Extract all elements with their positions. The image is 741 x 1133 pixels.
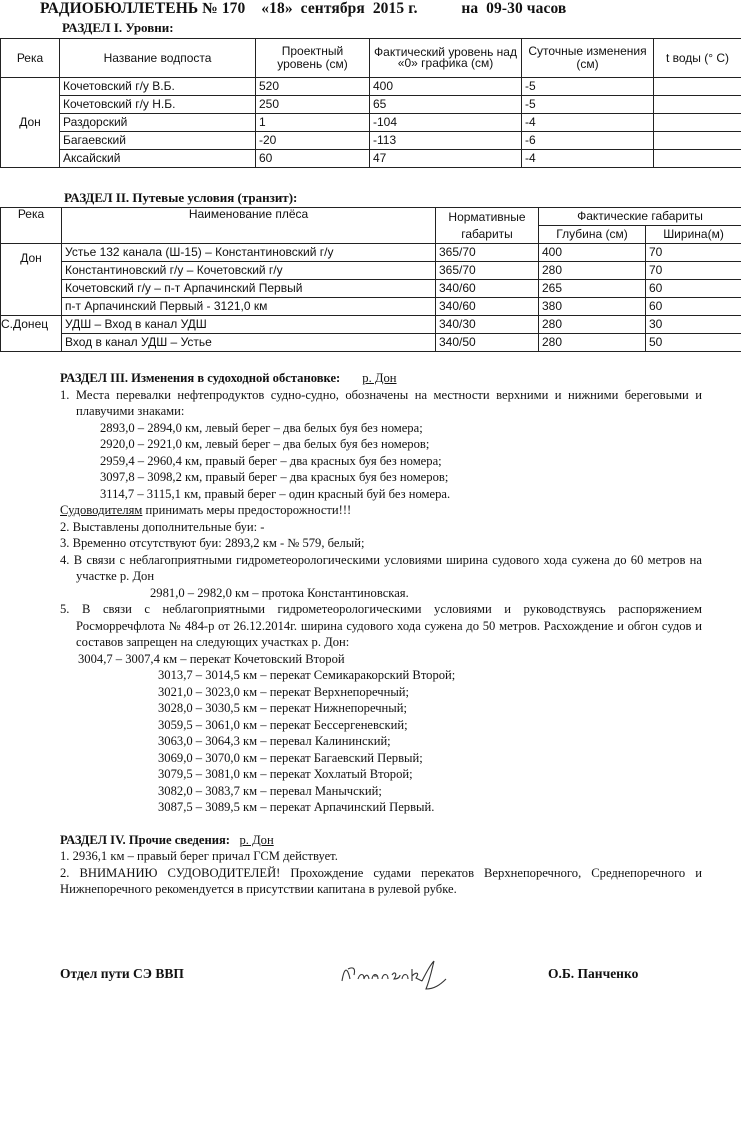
cell: 340/60	[436, 280, 539, 298]
cell: Кочетовский г/у В.Б.	[60, 78, 256, 96]
col-actual-level: Фактический уровень над «0» графика (см)	[370, 39, 522, 78]
col-daily-change: Суточные изменения (см)	[522, 39, 654, 78]
section3-item4: 4. В связи с неблагоприятными гидрометеорологическими условиями ширина судового хода сужена до 60 метров на участке р. Дон	[60, 552, 702, 583]
cell: 70	[646, 262, 741, 280]
cell: -5	[522, 78, 654, 96]
cell: 365/70	[436, 244, 539, 262]
table-row	[1, 298, 741, 316]
cell: 365/70	[436, 262, 539, 280]
table-row	[1, 114, 741, 132]
cell: 380	[539, 298, 646, 316]
col-normative: Нормативные габариты	[436, 208, 539, 244]
section2-title: РАЗДЕЛ II. Путевые условия (транзит):	[64, 190, 298, 205]
section4-heading	[60, 832, 702, 849]
cell: Кочетовский г/у Н.Б.	[60, 96, 256, 114]
col-design-level: Проектный уровень (см)	[256, 39, 370, 78]
list-item: 2959,4 – 2960,4 км, правый берег – два красных буя без номера;	[100, 453, 442, 468]
cell: -113	[370, 132, 522, 150]
bulletin-time: на 09-30 часов	[461, 0, 567, 17]
col-width: Ширина(м)	[646, 226, 741, 244]
list-item: 3097,8 – 3098,2 км, правый берег – два красных буя без номеров;	[100, 470, 449, 484]
cell: п-т Арпачинский Первый - 3121,0 км	[62, 298, 436, 316]
section1-title: РАЗДЕЛ I. Уровни:	[62, 20, 174, 35]
cell: 400	[370, 78, 522, 96]
department-name: Отдел пути СЭ ВВП	[60, 966, 184, 981]
section3-item5-first: 3004,7 – 3007,4 км – перекат Кочетовский Второй	[78, 651, 345, 666]
bulletin-date: «18» сентября 2015 г.	[261, 0, 418, 17]
list-item: 3021,0 – 3023,0 км – перекат Верхнепоречный;	[158, 684, 410, 699]
cell: УДШ – Вход в канал УДШ	[62, 316, 436, 334]
list-item: 3028,0 – 3030,5 км – перекат Нижнепоречный;	[158, 701, 407, 715]
cell: -20	[256, 132, 370, 150]
table-row	[1, 334, 741, 352]
list-item: 3013,7 – 3014,5 км – перекат Семикаракорский Второй;	[158, 668, 456, 682]
list-item: 3063,0 – 3064,3 км – перевал Калининский;	[158, 734, 391, 748]
list-item: 3069,0 – 3070,0 км – перекат Багаевский Первый;	[158, 750, 423, 765]
section3-item1-list	[60, 420, 702, 503]
cell: Раздорский	[60, 114, 256, 132]
section3-heading	[60, 370, 702, 387]
caution-underlined: Судоводителям	[60, 503, 143, 517]
list-item: 3114,7 – 3115,1 км, правый берег – один красный буй без номера.	[100, 486, 451, 501]
cell: 520	[256, 78, 370, 96]
section3-item5: 5. В связи с неблагоприятными гидрометеорологическими условиями и руководствуясь распоряжением Росморречфлота № 484-р от 26.12.2014г. ширина судового хода сужена до 50 метров. Расхождение и обгон судов и составов запрещен на следующих участках р. Дон:	[60, 602, 702, 649]
list-item: 3079,5 – 3081,0 км – перекат Хохлатый Второй;	[158, 767, 413, 781]
cell: 47	[370, 150, 522, 168]
cell: 280	[539, 316, 646, 334]
cell	[654, 150, 741, 168]
levels-table	[0, 38, 741, 168]
section3-item5-list	[60, 667, 702, 816]
cell: Багаевский	[60, 132, 256, 150]
cell: -4	[522, 150, 654, 168]
cell: 30	[646, 316, 741, 334]
cell: -4	[522, 114, 654, 132]
cell: 265	[539, 280, 646, 298]
river-cell-don: Дон	[1, 244, 62, 316]
cell: 340/50	[436, 334, 539, 352]
list-item: 2893,0 – 2894,0 км, левый берег – два белых буя без номера;	[100, 420, 423, 435]
signatory-name: О.Б. Панченко	[548, 966, 639, 981]
cell: 70	[646, 244, 741, 262]
cell: 280	[539, 334, 646, 352]
signature-image	[338, 955, 458, 995]
section3-title: РАЗДЕЛ III. Изменения в судоходной обстановке:	[60, 371, 341, 385]
cell	[654, 78, 741, 96]
bulletin-header	[40, 0, 566, 18]
cell: Константиновский г/у – Кочетовский г/у	[62, 262, 436, 280]
table-row	[1, 244, 741, 262]
table-row	[1, 280, 741, 298]
table-row	[1, 262, 741, 280]
cell: 60	[646, 298, 741, 316]
section3-river: р. Дон	[362, 371, 397, 385]
section3-item4-line: 2981,0 – 2982,0 км – протока Константиновская.	[150, 585, 409, 600]
cell: 400	[539, 244, 646, 262]
col-water-temp: t воды (° С)	[654, 39, 741, 78]
section3-item1: 1. Места перевалки нефтепродуктов судно-судно, обозначены на местности верхними и нижними береговыми и плавучими знаками:	[60, 387, 702, 418]
list-item: 3087,5 – 3089,5 км – перекат Арпачинский Первый.	[158, 800, 435, 814]
caution-rest: принимать меры предосторожности!!!	[142, 503, 352, 517]
cell: 1	[256, 114, 370, 132]
table-row	[1, 132, 741, 150]
cell: 340/30	[436, 316, 539, 334]
cell: 60	[256, 150, 370, 168]
river-cell-donets: С.Донец	[1, 316, 62, 352]
section4-river: р. Дон	[239, 832, 274, 847]
col-river: Река	[1, 39, 60, 78]
list-item: 2920,0 – 2921,0 км, левый берег – два белых буя без номеров;	[100, 437, 430, 451]
col-post-name: Название водпоста	[60, 39, 256, 78]
levels-header-row	[1, 39, 741, 78]
bulletin-title: РАДИОБЮЛЛЕТЕНЬ № 170	[40, 0, 246, 17]
table-row	[1, 78, 741, 96]
cell: 280	[539, 262, 646, 280]
cell: -6	[522, 132, 654, 150]
list-item: 3059,5 – 3061,0 км – перекат Бессергеневский;	[158, 717, 408, 732]
table-row	[1, 316, 741, 334]
col-river: Река	[1, 208, 62, 244]
section3-item3: 3. Временно отсутствуют буи: 2893,2 км - № 579, белый;	[60, 536, 365, 550]
cell: 340/60	[436, 298, 539, 316]
col-reach-name: Наименование плёса	[62, 208, 436, 244]
table-row	[1, 150, 741, 168]
body-text	[60, 370, 702, 898]
section4-item1: 1. 2936,1 км – правый берег причал ГСМ действует.	[60, 849, 338, 863]
cell: Аксайский	[60, 150, 256, 168]
cell	[654, 114, 741, 132]
section4-title: РАЗДЕЛ IV. Прочие сведения:	[60, 832, 231, 847]
col-actual: Фактические габариты	[539, 208, 741, 226]
cell	[654, 96, 741, 114]
cell: -104	[370, 114, 522, 132]
cell: Кочетовский г/у – п-т Арпачинский Первый	[62, 280, 436, 298]
cell	[654, 132, 741, 150]
list-item: 3082,0 – 3083,7 км – перевал Манычский;	[158, 783, 382, 798]
col-depth: Глубина (см)	[539, 226, 646, 244]
river-cell-don: Дон	[1, 78, 60, 168]
transit-table	[0, 207, 741, 352]
cell: 50	[646, 334, 741, 352]
section4-item2: 2. ВНИМАНИЮ СУДОВОДИТЕЛЕЙ! Прохождение судами перекатов Верхнепоречного, Среднепоречного и Нижнепоречного рекомендуется в присутствии капитана в рулевой рубке.	[60, 865, 702, 896]
transit-header-row	[1, 208, 741, 226]
cell: 65	[370, 96, 522, 114]
table-row	[1, 96, 741, 114]
caution-line	[60, 502, 702, 519]
cell: Устье 132 канала (Ш-15) – Константиновский г/у	[62, 244, 436, 262]
cell: Вход в канал УДШ – Устье	[62, 334, 436, 352]
cell: 60	[646, 280, 741, 298]
cell: 250	[256, 96, 370, 114]
section3-item2: 2. Выставлены дополнительные буи: -	[60, 519, 265, 534]
cell: -5	[522, 96, 654, 114]
